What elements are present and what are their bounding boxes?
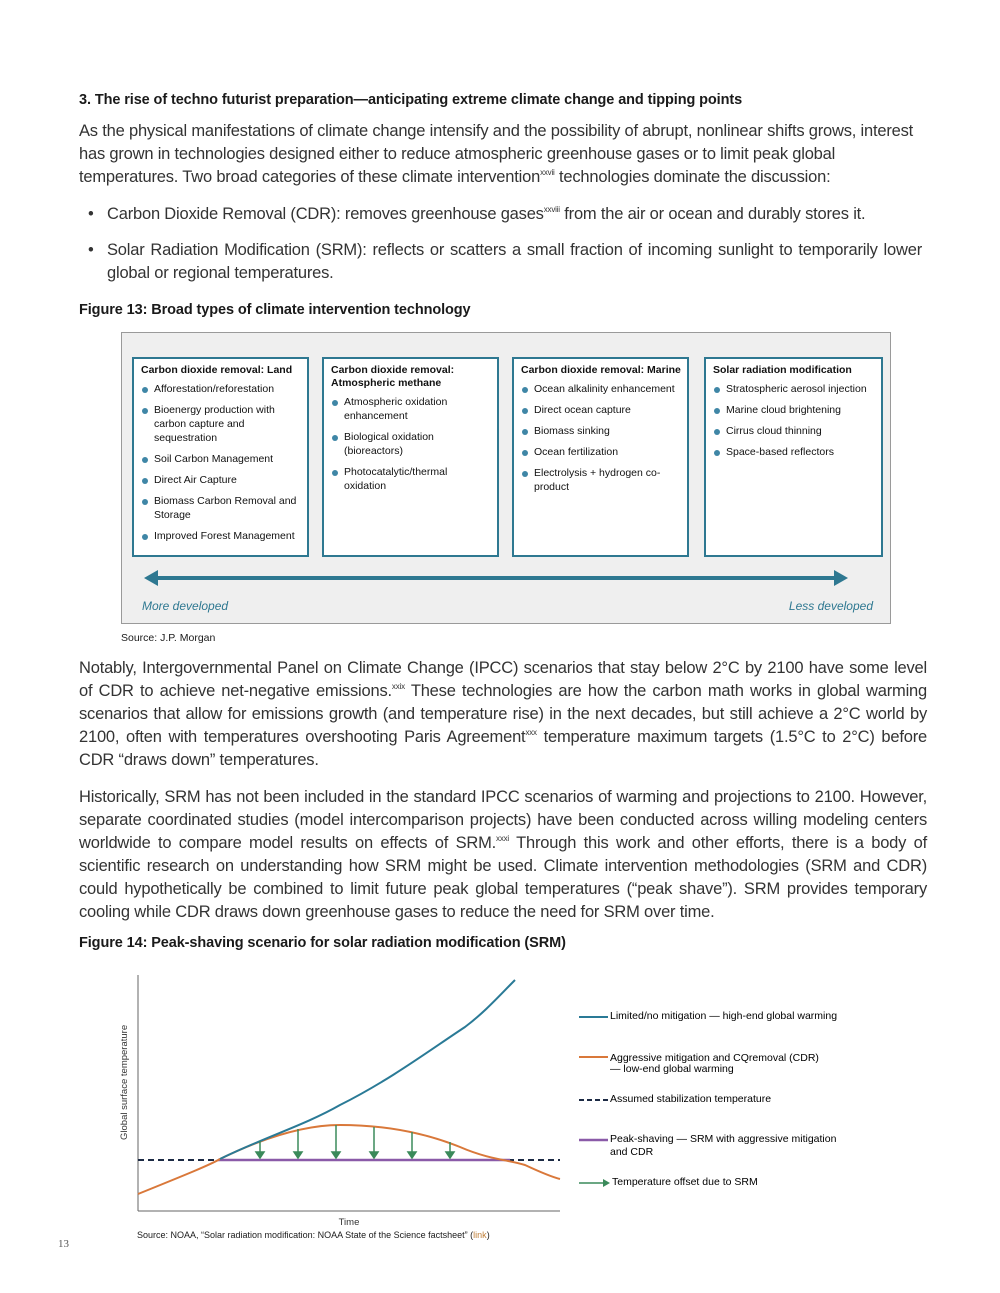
bullet-srm-text: Solar Radiation Modification (SRM): reflects or scatters a small fraction of incoming sunlight to temporarily lower global or regional temperatures. [107, 241, 922, 282]
figure-13-panel [121, 332, 891, 624]
list-item: Biomass Carbon Removal and Storage [141, 494, 301, 522]
arrow-left-head [144, 570, 158, 586]
list-item: Electrolysis + hydrogen co-product [521, 466, 681, 494]
list-item: Space-based reflectors [713, 445, 875, 459]
endnote-ref[interactable]: xxviii [543, 205, 560, 214]
card-title: Carbon dioxide removal: Atmospheric methane [331, 364, 455, 389]
offset-arrowhead [446, 1152, 454, 1158]
endnote-ref[interactable]: xxvii [540, 168, 555, 177]
development-arrow [122, 333, 892, 625]
intro-text-end: technologies dominate the discussion: [554, 168, 831, 186]
arrow-right-head [834, 570, 848, 586]
card-title: Carbon dioxide removal: Land [141, 364, 293, 376]
srm-history-paragraph: Historically, SRM has not been included in the standard IPCC scenarios of warming and projections to 2100. However, separate coordinated studies (model intercomparison projects) have been conducted across willing modeling centers worldwide to compare model results on effects of SRM.$^{xxxi}$ Through this work and other efforts, there is a body of scientific research on understanding how SRM might be used. Climate intervention methodologies (SRM and CDR) could hypothetically be combined to limit future peak global temperatures (“peak shave”). SRM provides temporary cooling while CDR draws down greenhouse gases to reduce the need for SRM over time. [79, 788, 927, 921]
list-item: Direct Air Capture [141, 473, 301, 487]
offset-arrowhead [332, 1152, 340, 1158]
list-item: Biomass sinking [521, 424, 681, 438]
offset-arrowhead [408, 1152, 416, 1158]
list-item: Ocean alkalinity enhancement [521, 382, 681, 396]
list-item: Photocatalytic/thermal oxidation [331, 465, 491, 493]
less-developed-label: Less developed [788, 599, 873, 613]
page-number: 13 [58, 1238, 69, 1250]
legend-label-aggressive-2: — low-end global warming [610, 1063, 734, 1075]
peak-shaving-chart [100, 965, 890, 1230]
list-item: Afforestation/reforestation [141, 382, 301, 396]
list-item: Ocean fertilization [521, 445, 681, 459]
list-item: Bioenergy production with carbon capture and sequestration [141, 403, 301, 445]
list-item: Stratospheric aerosol injection [713, 382, 875, 396]
bullet-cdr-text: Carbon Dioxide Removal (CDR): removes greenhouse gases [107, 205, 544, 223]
list-item: Atmospheric oxidation enhancement [331, 395, 491, 423]
figure-14-title: Figure 14: Peak-shaving scenario for solar radiation modification (SRM) [79, 935, 566, 951]
intro-paragraph [79, 120, 927, 189]
ipcc-paragraph: Notably, Intergovernmental Panel on Climate Change (IPCC) scenarios that stay below 2°C by 2100 have some level of CDR to achieve net-negative emissions.$^{xxix}$ These technologies are how the carbon math works in global warming scenarios that allow for emissions growth (and temperature rise) in the next decades, but still achieve a 2°C world by 2100, often with temperatures overshooting Paris Agreement$^{xxx}$ temperature maximum targets (1.5°C to 2°C) before CDR “draws down” temperatures. [79, 659, 927, 769]
offset-arrowhead [370, 1152, 378, 1158]
card-title: Solar radiation modification [713, 364, 852, 376]
offset-arrowhead [256, 1152, 264, 1158]
list-item: Biological oxidation (bioreactors) [331, 430, 491, 458]
legend-label-peak-shaving-2: and CDR [610, 1146, 654, 1158]
y-axis-label: Global surface temperature [119, 1024, 130, 1140]
bullet-dot: • [88, 241, 94, 259]
endnote-ref[interactable]: xxix [391, 682, 405, 691]
legend-label-offset: Temperature offset due to SRM [612, 1176, 758, 1188]
list-item: Marine cloud brightening [713, 403, 875, 417]
intro-text: As the physical manifestations of climate change intensify and the possibility of abrupt, nonlinear shifts grows, interest has grown in technologies designed either to reduce atmospheric greenhouse gases or to limit peak global temperatures. Two broad categories of these climate intervention [79, 122, 914, 186]
bullet-srm [88, 239, 928, 285]
x-axis-label: Time [338, 1217, 360, 1228]
bullet-dot: • [88, 205, 94, 223]
legend-label-stabilization: Assumed stabilization temperature [610, 1093, 772, 1105]
more-developed-label: More developed [142, 599, 229, 613]
card-title: Carbon dioxide removal: Marine [521, 364, 681, 376]
legend-label-peak-shaving: Peak-shaving — SRM with aggressive mitigation [610, 1133, 837, 1145]
legend-arrowhead-offset [603, 1179, 610, 1187]
list-item: Improved Forest Management [141, 529, 301, 543]
list-item: Cirrus cloud thinning [713, 424, 875, 438]
source-link[interactable]: link [473, 1230, 487, 1240]
figure-13-source: Source: J.P. Morgan [121, 632, 216, 644]
endnote-ref[interactable]: xxx [525, 728, 537, 737]
legend-label-aggressive: Aggressive mitigation and CQremoval (CDR) [610, 1052, 819, 1064]
bullet-cdr-text-end: from the air or ocean and durably stores it. [559, 205, 866, 223]
figure-14-source: Source: NOAA, “Solar radiation modification: NOAA State of the Science factsheet” (link) [137, 1230, 490, 1240]
legend-label-no-mitigation: Limited/no mitigation — high-end global warming [610, 1010, 838, 1022]
chart-legend [579, 1010, 837, 1188]
figure-13-title: Figure 13: Broad types of climate intervention technology [79, 302, 471, 318]
offset-arrowhead [294, 1152, 302, 1158]
section-heading: 3. The rise of techno futurist preparation—anticipating extreme climate change and tipping points [79, 92, 743, 108]
no-mitigation-line [220, 980, 515, 1159]
list-item: Soil Carbon Management [141, 452, 301, 466]
endnote-ref[interactable]: xxxi [496, 834, 510, 843]
bullet-cdr [88, 203, 928, 226]
list-item: Direct ocean capture [521, 403, 681, 417]
